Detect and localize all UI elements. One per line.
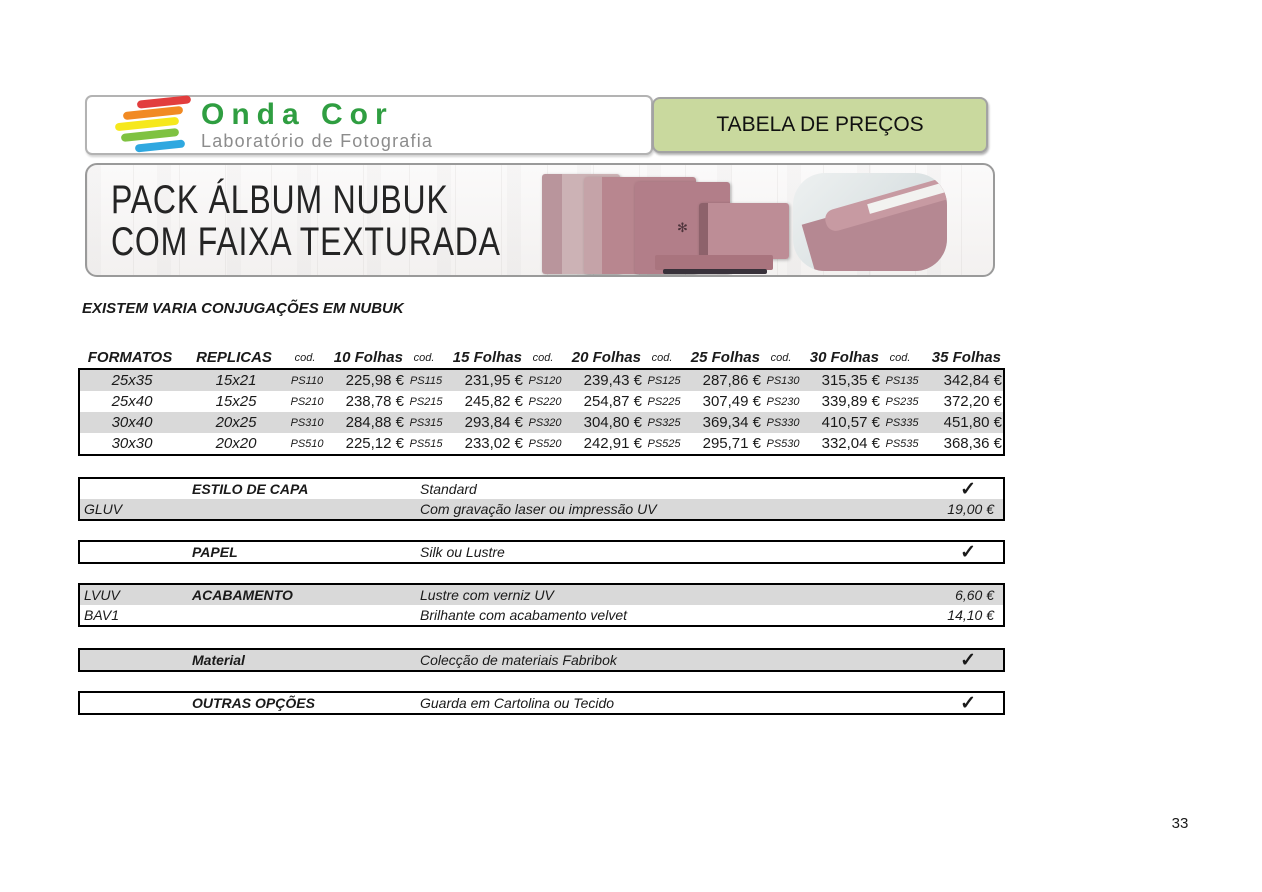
price-cell: 339,89 € bbox=[821, 393, 880, 410]
code-cell: PS225 bbox=[647, 395, 681, 408]
price-cell: 315,35 € bbox=[821, 372, 880, 389]
header-folhas: 30 Folhas bbox=[809, 349, 879, 366]
check-icon: ✓ bbox=[960, 692, 976, 714]
price-cell: 233,02 € bbox=[464, 435, 523, 452]
price-cell: 372,20 € bbox=[943, 393, 1002, 410]
product-title-line1: PACK ÁLBUM NUBUK bbox=[111, 178, 449, 222]
price-cell: 369,34 € bbox=[702, 414, 761, 431]
price-table-header bbox=[78, 347, 1005, 368]
option-row bbox=[80, 605, 1003, 625]
header-folhas: 15 Folhas bbox=[452, 349, 522, 366]
code-cell: PS215 bbox=[409, 395, 443, 408]
check-icon: ✓ bbox=[960, 541, 976, 563]
option-value bbox=[853, 651, 1003, 670]
price-row bbox=[80, 370, 1003, 391]
option-row bbox=[80, 585, 1003, 605]
logo-subtitle: Laboratório de Fotografia bbox=[201, 131, 434, 151]
option-code: GLUV bbox=[84, 501, 123, 517]
header-cod: cod. bbox=[651, 351, 673, 364]
price-cell: 231,95 € bbox=[464, 372, 523, 389]
section-papel bbox=[78, 540, 1005, 564]
code-cell: PS310 bbox=[290, 416, 324, 429]
code-cell: PS515 bbox=[409, 437, 443, 450]
option-price: 6,60 € bbox=[955, 587, 994, 603]
code-cell: PS230 bbox=[766, 395, 800, 408]
option-label: OUTRAS OPÇÕES bbox=[192, 695, 315, 711]
code-cell: PS330 bbox=[766, 416, 800, 429]
header-cod: cod. bbox=[413, 351, 435, 364]
option-value bbox=[853, 694, 1003, 713]
header-folhas: 20 Folhas bbox=[571, 349, 641, 366]
header-cod: cod. bbox=[770, 351, 792, 364]
option-price: 19,00 € bbox=[947, 501, 994, 517]
option-value bbox=[853, 587, 1003, 603]
option-label: ESTILO DE CAPA bbox=[192, 481, 309, 497]
section-estilo-de-capa bbox=[78, 477, 1005, 521]
price-cell: 293,84 € bbox=[464, 414, 523, 431]
code-cell: PS325 bbox=[647, 416, 681, 429]
page-number: 33 bbox=[1171, 815, 1189, 832]
code-cell: PS120 bbox=[528, 374, 562, 387]
price-row bbox=[80, 391, 1003, 412]
code-cell: PS235 bbox=[885, 395, 919, 408]
check-icon: ✓ bbox=[960, 649, 976, 671]
price-row bbox=[80, 412, 1003, 433]
price-cell: 239,43 € bbox=[583, 372, 642, 389]
code-cell: PS535 bbox=[885, 437, 919, 450]
formato-cell: 25x40 bbox=[111, 393, 153, 410]
option-value bbox=[853, 501, 1003, 517]
header-folhas: 10 Folhas bbox=[333, 349, 403, 366]
price-cell: 307,49 € bbox=[702, 393, 761, 410]
replica-cell: 20x20 bbox=[215, 435, 257, 452]
option-value bbox=[853, 607, 1003, 623]
product-title-line2: COM FAIXA TEXTURADA bbox=[111, 220, 501, 264]
code-cell: PS115 bbox=[409, 374, 443, 387]
option-description: Lustre com verniz UV bbox=[420, 587, 554, 603]
section-acabamento bbox=[78, 583, 1005, 627]
option-description: Brilhante com acabamento velvet bbox=[420, 607, 627, 623]
price-cell: 304,80 € bbox=[583, 414, 642, 431]
option-code: BAV1 bbox=[84, 607, 120, 623]
logo-box bbox=[85, 95, 653, 155]
option-value bbox=[853, 543, 1003, 562]
emblem-icon: ✻ bbox=[677, 220, 688, 235]
code-cell: PS315 bbox=[409, 416, 443, 429]
option-row bbox=[80, 542, 1003, 562]
price-cell: 295,71 € bbox=[702, 435, 761, 452]
code-cell: PS135 bbox=[885, 374, 919, 387]
code-cell: PS125 bbox=[647, 374, 681, 387]
header-folhas: 35 Folhas bbox=[931, 349, 1001, 366]
intro-note: EXISTEM VARIA CONJUGAÇÕES EM NUBUK bbox=[82, 300, 404, 317]
code-cell: PS510 bbox=[290, 437, 324, 450]
price-cell: 284,88 € bbox=[345, 414, 404, 431]
album-lying-image bbox=[655, 255, 773, 270]
price-cell: 225,98 € bbox=[345, 372, 404, 389]
price-cell: 451,80 € bbox=[943, 414, 1002, 431]
code-cell: PS520 bbox=[528, 437, 562, 450]
album-closeup-image bbox=[793, 173, 947, 271]
price-cell: 287,86 € bbox=[702, 372, 761, 389]
option-row bbox=[80, 693, 1003, 713]
price-cell: 254,87 € bbox=[583, 393, 642, 410]
price-cell: 245,82 € bbox=[464, 393, 523, 410]
option-label: ACABAMENTO bbox=[192, 587, 293, 603]
formato-cell: 30x30 bbox=[111, 435, 153, 452]
code-cell: PS220 bbox=[528, 395, 562, 408]
option-description: Silk ou Lustre bbox=[420, 544, 505, 560]
option-description: Standard bbox=[420, 481, 477, 497]
check-icon: ✓ bbox=[960, 478, 976, 500]
replica-cell: 15x25 bbox=[215, 393, 257, 410]
price-row bbox=[80, 433, 1003, 454]
logo-title: Onda Cor bbox=[201, 98, 394, 131]
product-banner bbox=[85, 163, 995, 277]
price-table bbox=[78, 347, 1005, 456]
price-cell: 332,04 € bbox=[821, 435, 880, 452]
ondacor-wave-logo-icon bbox=[109, 97, 193, 153]
formato-cell: 30x40 bbox=[111, 414, 153, 431]
code-cell: PS320 bbox=[528, 416, 562, 429]
option-description: Com gravação laser ou impressão UV bbox=[420, 501, 657, 517]
section-material bbox=[78, 648, 1005, 672]
option-description: Guarda em Cartolina ou Tecido bbox=[420, 695, 615, 711]
header-cod: cod. bbox=[294, 351, 316, 364]
code-cell: PS210 bbox=[290, 395, 324, 408]
section-outras-opcoes bbox=[78, 691, 1005, 715]
option-label: Material bbox=[192, 652, 245, 668]
option-description: Colecção de materiais Fabribok bbox=[420, 652, 617, 668]
price-cell: 238,78 € bbox=[345, 393, 404, 410]
code-cell: PS130 bbox=[766, 374, 800, 387]
price-cell: 242,91 € bbox=[583, 435, 642, 452]
code-cell: PS335 bbox=[885, 416, 919, 429]
header-replicas: REPLICAS bbox=[196, 349, 272, 366]
price-cell: 342,84 € bbox=[943, 372, 1002, 389]
code-cell: PS530 bbox=[766, 437, 800, 450]
option-label: PAPEL bbox=[192, 544, 238, 560]
header-cod: cod. bbox=[532, 351, 554, 364]
album-small-image bbox=[699, 203, 789, 259]
pen-image bbox=[663, 269, 767, 274]
option-row bbox=[80, 479, 1003, 499]
formato-cell: 25x35 bbox=[111, 372, 153, 389]
option-price: 14,10 € bbox=[947, 607, 994, 623]
price-table-body bbox=[78, 368, 1005, 456]
price-cell: 410,57 € bbox=[821, 414, 880, 431]
code-cell: PS525 bbox=[647, 437, 681, 450]
code-cell: PS110 bbox=[290, 374, 324, 387]
replica-cell: 15x21 bbox=[215, 372, 257, 389]
header-folhas: 25 Folhas bbox=[690, 349, 760, 366]
option-value bbox=[853, 480, 1003, 499]
option-code: LVUV bbox=[84, 587, 120, 603]
option-row bbox=[80, 650, 1003, 670]
header-cod: cod. bbox=[889, 351, 911, 364]
price-cell: 225,12 € bbox=[345, 435, 404, 452]
replica-cell: 20x25 bbox=[215, 414, 257, 431]
price-table-badge: TABELA DE PREÇOS bbox=[652, 97, 988, 153]
price-cell: 368,36 € bbox=[943, 435, 1002, 452]
header-formatos: FORMATOS bbox=[87, 349, 173, 366]
option-row bbox=[80, 499, 1003, 519]
